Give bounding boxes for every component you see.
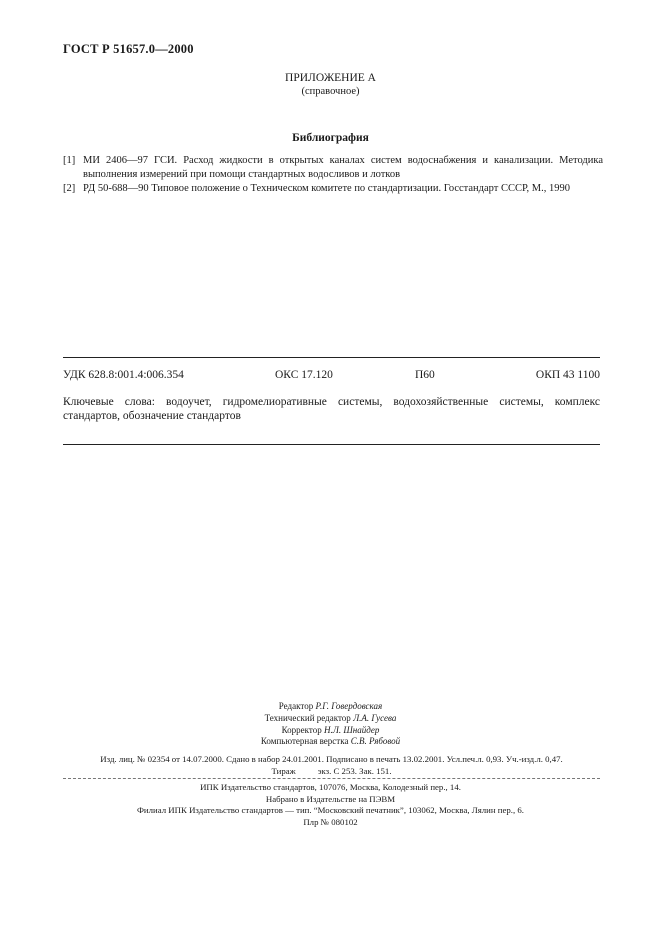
- editor-line: [0, 725, 661, 737]
- editor-name: Н.Л. Шнайдер: [324, 724, 380, 735]
- bibliography-item-text: РД 50-688—90 Типовое положение о Техническом комитете по стандартизации. Госстандарт СССР, М., 1990: [83, 183, 571, 194]
- publisher-line: Плр № 080102: [303, 816, 358, 827]
- editor-line: [0, 701, 661, 713]
- editorial-credits: [0, 701, 661, 748]
- bibliography-title: Библиография: [292, 132, 369, 144]
- appendix-title: ПРИЛОЖЕНИЕ А: [285, 72, 376, 84]
- oks-code: ОКС 17.120: [275, 369, 333, 381]
- bibliography-item-text: МИ 2406—97 ГСИ. Расход жидкости в открытых каналах систем водоснабжения и канализации. Методика выполнения измерений при помощи стандартных водосливов и лотков: [83, 155, 603, 180]
- editor-role: Корректор: [281, 724, 322, 735]
- divider-bottom: [63, 444, 600, 445]
- editor-role: Технический редактор: [264, 712, 351, 723]
- p-code: П60: [415, 369, 435, 381]
- editor-name: Л.А. Гусева: [353, 712, 397, 723]
- appendix-heading: [0, 72, 661, 98]
- okp-code: ОКП 43 1100: [535, 369, 600, 381]
- bibliography-item-number: [1]: [63, 155, 76, 166]
- editor-role: Компьютерная верстка: [260, 736, 349, 747]
- udk-code: УДК 628.8:001.4:006.354: [63, 369, 184, 381]
- appendix-subtitle: (справочное): [301, 86, 360, 97]
- imprint: [63, 754, 600, 777]
- bibliography-item-number: [2]: [63, 183, 76, 194]
- publisher-info: [0, 782, 661, 828]
- divider-top: [63, 357, 600, 358]
- editor-role: Редактор: [278, 701, 314, 711]
- publisher-line: ИПК Издательство стандартов, 107076, Москва, Колодезный пер., 14.: [200, 782, 461, 792]
- bibliography-item: [63, 154, 603, 181]
- editor-name: С.В. Рябовой: [350, 736, 401, 747]
- imprint-line: Тираж экз. С 253. Зак. 151.: [271, 765, 392, 776]
- dashed-divider: [63, 778, 600, 779]
- publisher-line: Набрано в Издательстве на ПЭВМ: [265, 793, 396, 804]
- editor-line: [0, 736, 661, 748]
- keywords: Ключевые слова: водоучет, гидромелиоративные системы, водохозяйственные системы, комплекс стандартов, обозначение стандартов: [63, 396, 600, 422]
- bibliography-item: [63, 182, 603, 196]
- standard-number: ГОСТ Р 51657.0—2000: [63, 42, 194, 56]
- publisher-line: Филиал ИПК Издательство стандартов — тип. “Московский печатник”, 103062, Москва, Лялин пер., 6.: [136, 805, 524, 815]
- editor-name: Р.Г. Говердовская: [315, 701, 383, 711]
- imprint-line: Изд. лиц. № 02354 от 14.07.2000. Сдано в набор 24.01.2001. Подписано в печать 13.02.2001. Усл.печ.л. 0,93. Уч.-изд.л. 0,47.: [100, 754, 563, 764]
- editor-line: [0, 713, 661, 725]
